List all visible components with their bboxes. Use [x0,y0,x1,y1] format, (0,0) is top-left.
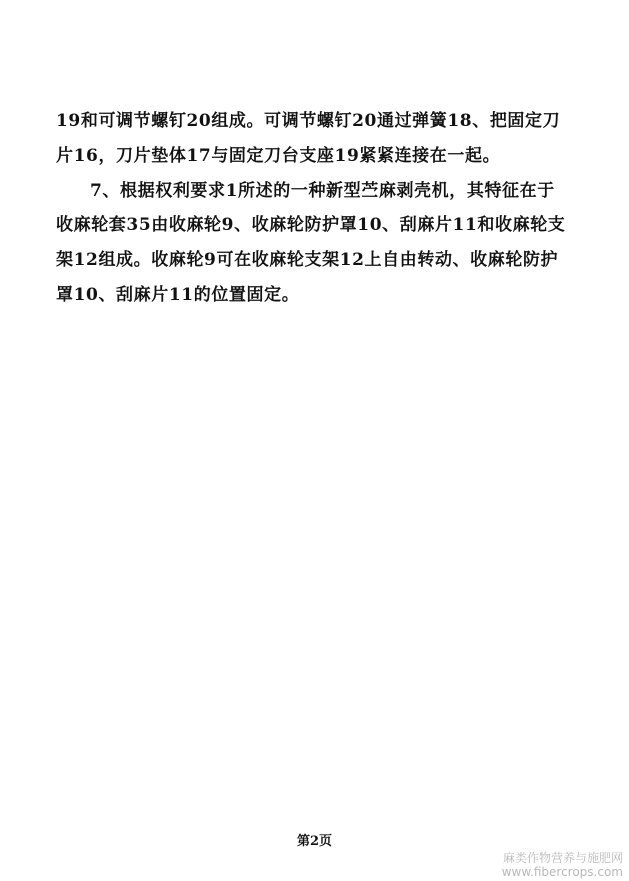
watermark-site-name: 麻类作物营养与施肥网 [502,851,623,865]
text-line-1: 19和可调节螺钉20组成。可调节螺钉20通过弹簧18、把固定刀 [56,111,561,131]
watermark-url: www.fibercrops.com [501,865,623,879]
text-line-6: 罩10、刮麻片11的位置固定。 [56,285,300,305]
text-line-5: 架12组成。收麻轮9可在收麻轮支架12上自由转动、收麻轮防护 [56,250,559,270]
text-line-3: 7、根据权利要求1所述的一种新型苎麻剥壳机，其特征在于 [90,181,555,201]
text-line-2: 片16，刀片垫体17与固定刀台支座19紧紧连接在一起。 [56,146,501,166]
text-line-4: 收麻轮套35由收麻轮9、收麻轮防护罩10、刮麻片11和收麻轮支 [56,215,566,235]
page-number: 第2页 [296,834,333,849]
